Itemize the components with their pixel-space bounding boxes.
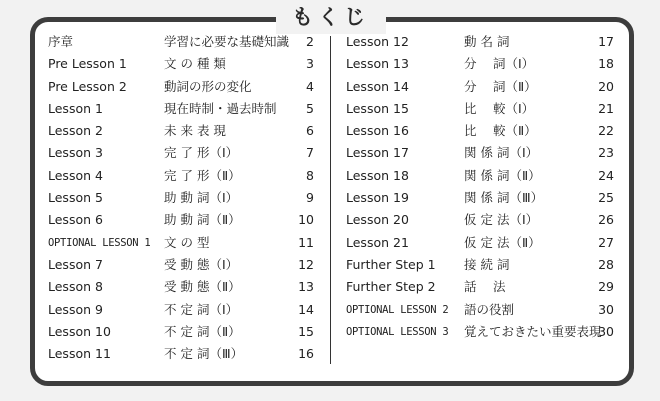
topic-label: 分 詞（Ⅱ） xyxy=(464,78,537,94)
toc-entry xyxy=(48,53,318,75)
lesson-label: Lesson 7 xyxy=(48,256,103,272)
toc-entry xyxy=(346,120,614,142)
topic-label: 仮 定 法（Ⅰ） xyxy=(464,212,539,228)
toc-entry xyxy=(48,232,318,254)
topic-label: 語の役割 xyxy=(464,301,515,317)
toc-entry xyxy=(48,120,318,142)
toc-entry xyxy=(346,98,614,120)
lesson-label: Lesson 4 xyxy=(48,167,103,183)
topic-label: 接 続 詞 xyxy=(464,256,510,272)
topic-label: 現在時制・過去時制 xyxy=(164,100,277,116)
topic-label: 不 定 詞（Ⅲ） xyxy=(164,346,244,362)
toc-entry xyxy=(48,254,318,276)
toc-entry xyxy=(346,299,614,321)
toc-entry xyxy=(48,276,318,298)
lesson-label: Lesson 9 xyxy=(48,301,103,317)
topic-label: 完 了 形（Ⅰ） xyxy=(164,145,239,161)
page-number: 30 xyxy=(598,323,614,339)
page-number: 23 xyxy=(598,145,614,161)
page-number: 7 xyxy=(306,145,314,161)
lesson-label: Lesson 8 xyxy=(48,279,103,295)
lesson-label: Lesson 19 xyxy=(346,190,409,206)
toc-entry xyxy=(346,187,614,209)
toc-title: もくじ xyxy=(276,0,386,34)
toc-right-column xyxy=(346,31,614,343)
toc-entry xyxy=(346,209,614,231)
topic-label: 学習に必要な基礎知識 xyxy=(164,34,290,49)
toc-entry xyxy=(346,31,614,53)
page-number: 30 xyxy=(598,301,614,317)
lesson-label: Lesson 2 xyxy=(48,123,103,139)
toc-entry xyxy=(346,76,614,98)
lesson-label: Lesson 5 xyxy=(48,190,103,206)
page-number: 14 xyxy=(298,301,314,317)
column-divider xyxy=(330,36,331,364)
toc-entry xyxy=(48,76,318,98)
page-number: 4 xyxy=(306,78,314,94)
page-number: 24 xyxy=(598,167,614,183)
page-number: 12 xyxy=(298,256,314,272)
topic-label: 分 詞（Ⅰ） xyxy=(464,56,535,72)
topic-label: 話 法 xyxy=(464,279,506,295)
topic-label: 受 動 態（Ⅱ） xyxy=(164,279,241,295)
toc-entry xyxy=(346,321,614,343)
lesson-label: Lesson 12 xyxy=(346,34,409,49)
lesson-label: Pre Lesson 1 xyxy=(48,56,127,72)
page-number: 9 xyxy=(306,190,314,206)
page-number: 22 xyxy=(598,123,614,139)
toc-entry xyxy=(48,31,318,53)
page-number: 18 xyxy=(598,56,614,72)
toc-entry xyxy=(48,321,318,343)
topic-label: 比 較（Ⅰ） xyxy=(464,100,535,116)
lesson-label: Lesson 17 xyxy=(346,145,409,161)
lesson-label: Lesson 20 xyxy=(346,212,409,228)
toc-entry xyxy=(346,53,614,75)
page-number: 29 xyxy=(598,279,614,295)
page-number: 20 xyxy=(598,78,614,94)
lesson-label: OPTIONAL LESSON 1 xyxy=(48,236,151,249)
topic-label: 未 来 表 現 xyxy=(164,123,226,139)
topic-label: 動 名 詞 xyxy=(464,34,510,49)
lesson-label: Further Step 2 xyxy=(346,279,436,295)
page-number: 21 xyxy=(598,100,614,116)
topic-label: 文 の 型 xyxy=(164,234,210,250)
page-number: 16 xyxy=(298,346,314,362)
page-number: 5 xyxy=(306,100,314,116)
topic-label: 助 動 詞（Ⅰ） xyxy=(164,190,239,206)
lesson-label: OPTIONAL LESSON 3 xyxy=(346,325,449,338)
lesson-label: Lesson 14 xyxy=(346,78,409,94)
toc-entry xyxy=(346,232,614,254)
toc-entry xyxy=(48,98,318,120)
topic-label: 関 係 詞（Ⅲ） xyxy=(464,190,544,206)
topic-label: 不 定 詞（Ⅰ） xyxy=(164,301,239,317)
lesson-label: Lesson 11 xyxy=(48,346,111,362)
lesson-label: Lesson 1 xyxy=(48,100,103,116)
topic-label: 不 定 詞（Ⅱ） xyxy=(164,323,241,339)
lesson-label: Lesson 6 xyxy=(48,212,103,228)
toc-entry xyxy=(346,142,614,164)
topic-label: 仮 定 法（Ⅱ） xyxy=(464,234,541,250)
page-number: 17 xyxy=(598,34,614,49)
lesson-label: Further Step 1 xyxy=(346,256,436,272)
toc-entry xyxy=(346,165,614,187)
toc-entry xyxy=(48,142,318,164)
page-number: 28 xyxy=(598,256,614,272)
page-number: 13 xyxy=(298,279,314,295)
topic-label: 関 係 詞（Ⅰ） xyxy=(464,145,539,161)
page-number: 3 xyxy=(306,56,314,72)
topic-label: 助 動 詞（Ⅱ） xyxy=(164,212,241,228)
toc-entry xyxy=(48,165,318,187)
page-number: 6 xyxy=(306,123,314,139)
lesson-label: Lesson 13 xyxy=(346,56,409,72)
toc-entry xyxy=(346,276,614,298)
lesson-label: Lesson 3 xyxy=(48,145,103,161)
lesson-label: OPTIONAL LESSON 2 xyxy=(346,303,449,316)
topic-label: 比 較（Ⅱ） xyxy=(464,123,537,139)
toc-entry xyxy=(48,209,318,231)
topic-label: 文 の 種 類 xyxy=(164,56,226,72)
topic-label: 受 動 態（Ⅰ） xyxy=(164,256,239,272)
topic-label: 覚えておきたい重要表現 xyxy=(464,323,602,339)
toc-entry xyxy=(48,343,318,365)
lesson-label: Pre Lesson 2 xyxy=(48,78,127,94)
page-number: 15 xyxy=(298,323,314,339)
lesson-label: Lesson 21 xyxy=(346,234,409,250)
page-number: 25 xyxy=(598,190,614,206)
topic-label: 動詞の形の変化 xyxy=(164,78,252,94)
lesson-label: 序章 xyxy=(48,34,74,49)
topic-label: 完 了 形（Ⅱ） xyxy=(164,167,241,183)
topic-label: 関 係 詞（Ⅱ） xyxy=(464,167,541,183)
lesson-label: Lesson 18 xyxy=(346,167,409,183)
page-number: 11 xyxy=(298,234,314,250)
toc-left-column xyxy=(48,31,318,365)
page-number: 2 xyxy=(306,34,314,49)
toc-entry xyxy=(48,187,318,209)
lesson-label: Lesson 15 xyxy=(346,100,409,116)
toc-entry xyxy=(346,254,614,276)
page-number: 10 xyxy=(298,212,314,228)
lesson-label: Lesson 10 xyxy=(48,323,111,339)
page-number: 8 xyxy=(306,167,314,183)
lesson-label: Lesson 16 xyxy=(346,123,409,139)
page-number: 27 xyxy=(598,234,614,250)
page-number: 26 xyxy=(598,212,614,228)
toc-entry xyxy=(48,299,318,321)
